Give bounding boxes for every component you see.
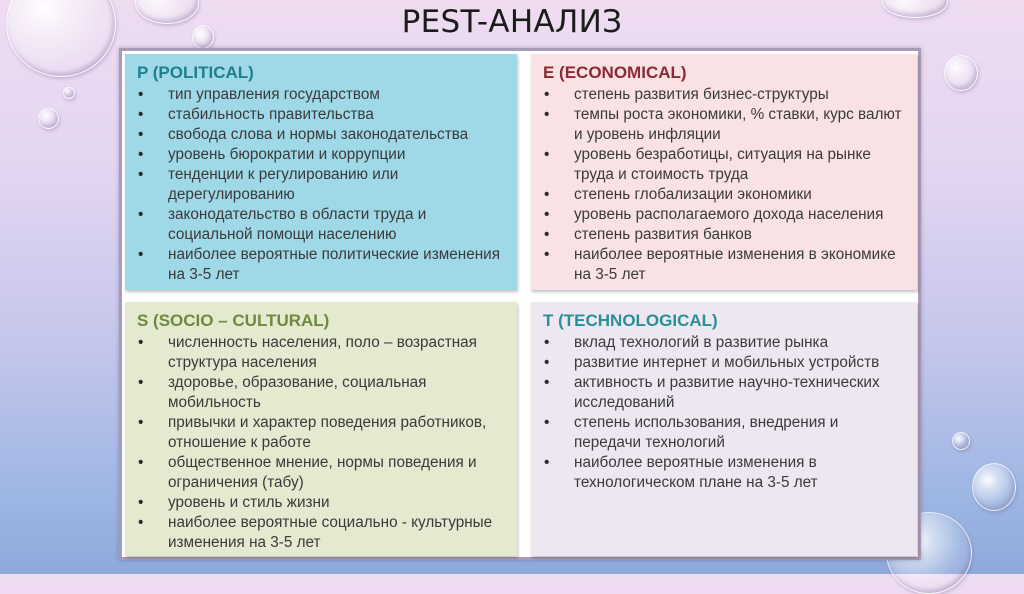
list-item: • общественное мнение, нормы поведения и ограничения (табу) [137, 453, 509, 493]
water-drop-decoration [972, 463, 1016, 511]
water-drop-decoration [952, 432, 970, 450]
quadrant-heading: P (POLITICAL) [137, 63, 254, 82]
factor-list [137, 333, 509, 553]
factor-list [543, 333, 909, 493]
list-item: • активность и развитие научно-технических исследований [543, 373, 909, 413]
slide-title: PEST-АНАЛИЗ [401, 4, 623, 40]
factor-list [137, 85, 509, 285]
list-item: • тенденции к регулированию или дерегулированию [137, 165, 509, 205]
factor-list [543, 85, 909, 285]
list-item: • вклад технологий в развитие рынка [543, 333, 909, 353]
list-item: • здоровье, образование, социальная мобильность [137, 373, 509, 413]
list-item: • привычки и характер поведения работников, отношение к работе [137, 413, 509, 453]
list-item: • наиболее вероятные изменения в экономике на 3-5 лет [543, 245, 909, 285]
quadrant-heading: S (SOCIO – CULTURAL) [137, 311, 330, 330]
quadrant-heading: E (ECONOMICAL) [543, 63, 687, 82]
pest-matrix [119, 48, 921, 560]
list-item: • тип управления государством [137, 85, 509, 105]
water-drop-decoration [944, 55, 978, 91]
quadrant-heading: T (TECHNOLOGICAL) [543, 311, 718, 330]
list-item: • численность населения, поло – возрастная структура населения [137, 333, 509, 373]
quadrant-economical [531, 54, 917, 290]
list-item: • наиболее вероятные политические изменения на 3-5 лет [137, 245, 509, 285]
list-item: • наиболее вероятные изменения в технологическом плане на 3-5 лет [543, 453, 909, 493]
list-item: • степень использования, внедрения и передачи технологий [543, 413, 909, 453]
list-item: • степень развития банков [543, 225, 909, 245]
list-item: • развитие интернет и мобильных устройств [543, 353, 909, 373]
list-item: • уровень бюрократии и коррупции [137, 145, 509, 165]
list-item: • стабильность правительства [137, 105, 509, 125]
list-item: • уровень и стиль жизни [137, 493, 509, 513]
list-item: • уровень безработицы, ситуация на рынке труда и стоимость труда [543, 145, 909, 185]
quadrant-socio-cultural [125, 302, 517, 556]
water-drop-decoration [38, 108, 59, 129]
list-item: • наиболее вероятные социально - культурные изменения на 3-5 лет [137, 513, 509, 553]
quadrant-technological [531, 302, 917, 556]
list-item: • степень развития бизнес-структуры [543, 85, 909, 105]
quadrant-political [125, 54, 517, 290]
water-drop-decoration [63, 87, 75, 99]
list-item: • свобода слова и нормы законодательства [137, 125, 509, 145]
list-item: • уровень располагаемого дохода населения [543, 205, 909, 225]
list-item: • законодательство в области труда и социальной помощи населению [137, 205, 509, 245]
list-item: • степень глобализации экономики [543, 185, 909, 205]
list-item: • темпы роста экономики, % ставки, курс валют и уровень инфляции [543, 105, 909, 145]
